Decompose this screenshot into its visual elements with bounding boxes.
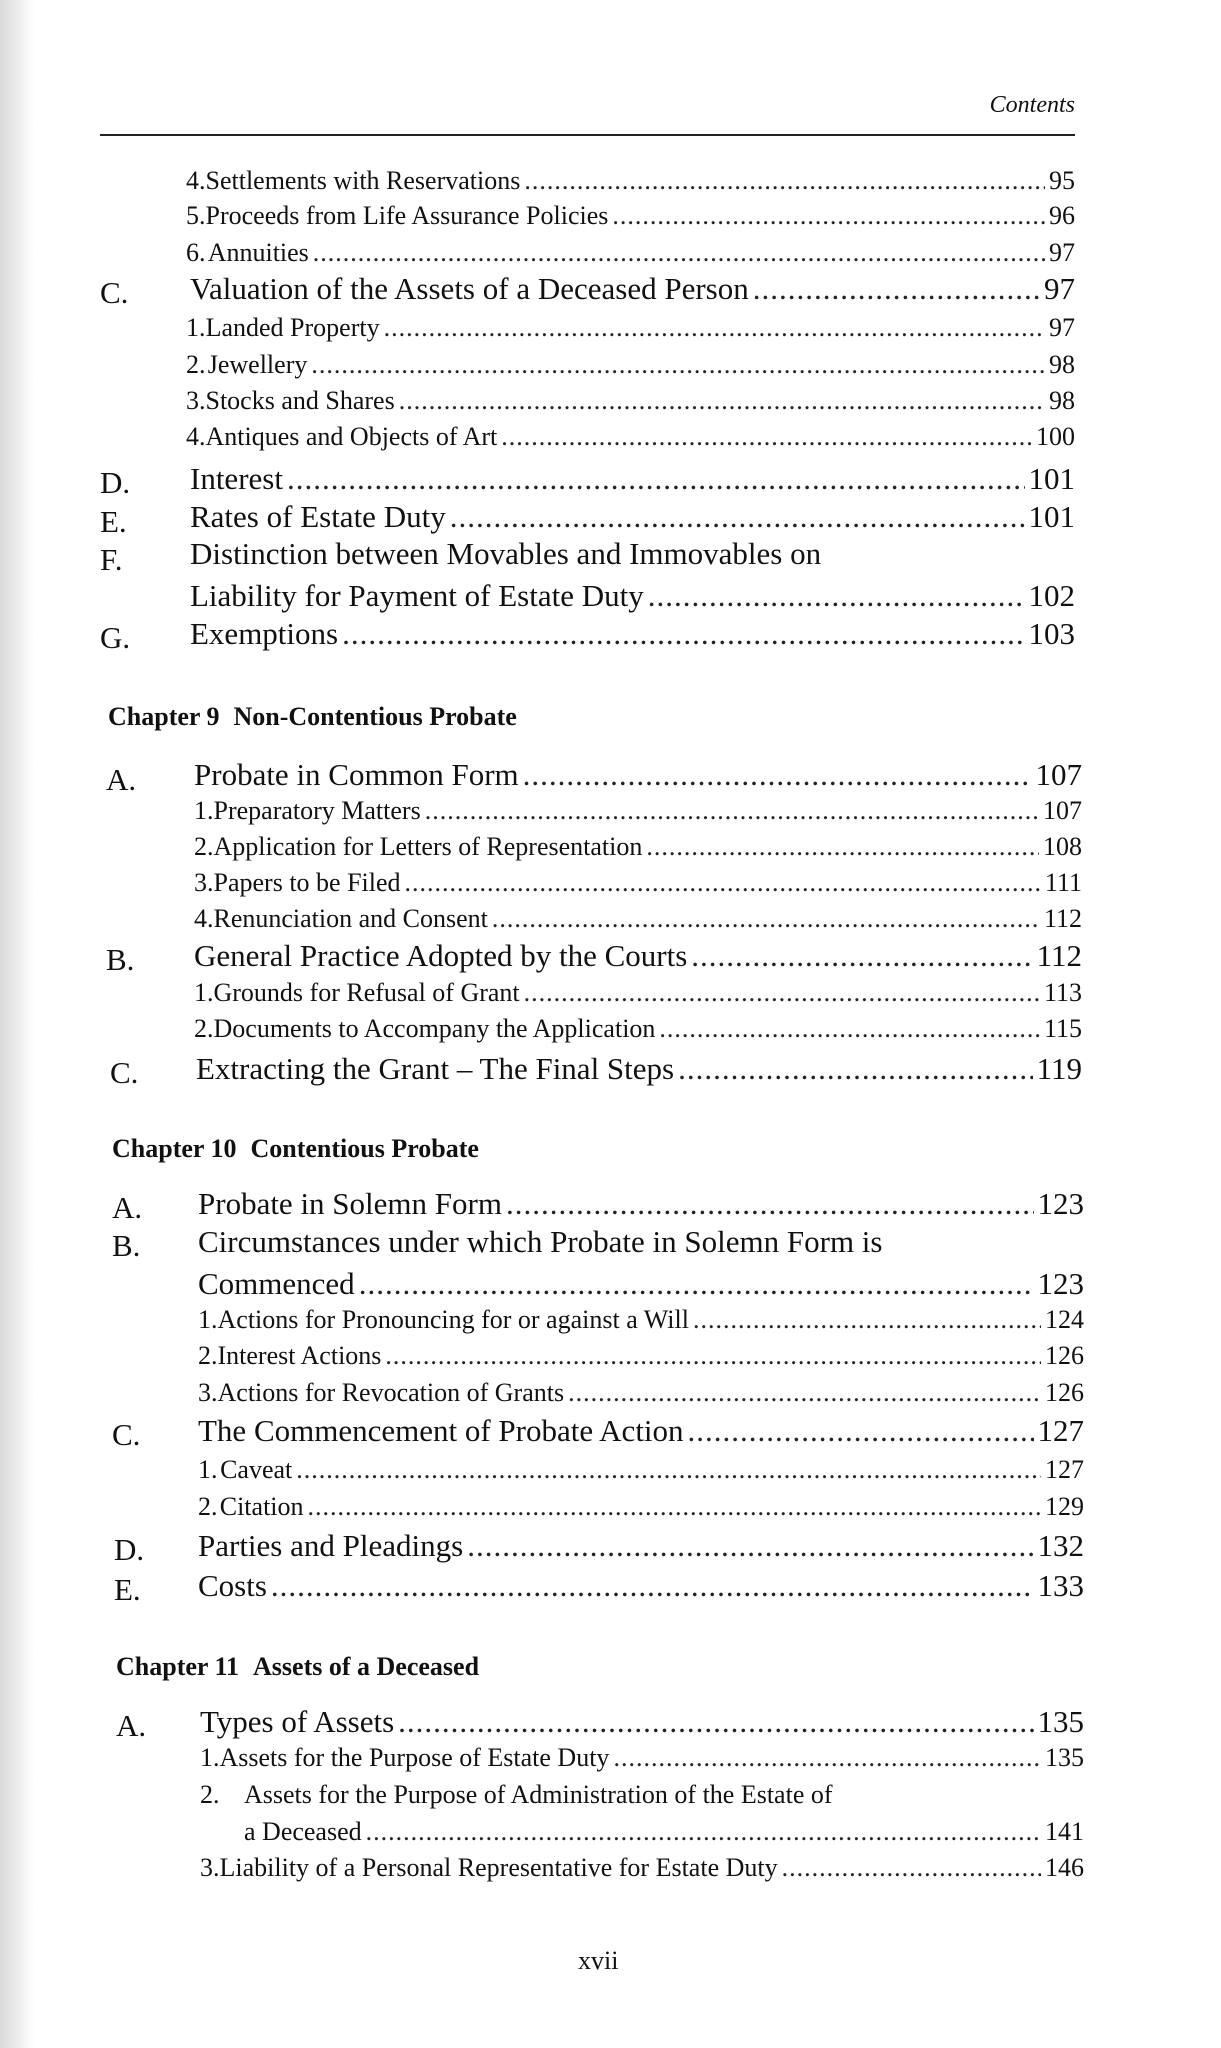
entry-title-line bbox=[200, 1780, 833, 1810]
entry-number: 4. bbox=[186, 422, 206, 451]
entry-page: 127 bbox=[1045, 1455, 1084, 1484]
dot-leader bbox=[523, 757, 1032, 793]
section-letter: A. bbox=[106, 762, 137, 797]
toc-entry bbox=[244, 1817, 1084, 1847]
section-title: Interest bbox=[190, 461, 283, 496]
section-page: 107 bbox=[1035, 757, 1082, 792]
entry-title: Actions for Pronouncing for or against a Will bbox=[217, 1305, 689, 1334]
dot-leader bbox=[385, 1341, 1041, 1371]
toc-section bbox=[200, 1704, 1084, 1740]
entry-page: 115 bbox=[1043, 1014, 1082, 1043]
section-page: 102 bbox=[1028, 578, 1075, 613]
entry-number: 3. bbox=[198, 1378, 218, 1407]
section-page: 101 bbox=[1028, 461, 1075, 496]
section-title-line: Distinction between Movables and Immovables on bbox=[190, 536, 822, 571]
section-title: Rates of Estate Duty bbox=[190, 499, 446, 534]
entry-title: Landed Property bbox=[205, 313, 380, 342]
entry-title: Annuities bbox=[207, 238, 309, 267]
section-letter: C. bbox=[100, 275, 129, 310]
entry-title: Application for Letters of Representation bbox=[213, 832, 643, 861]
entry-number: 2. bbox=[200, 1780, 220, 1809]
entry-number: 1. bbox=[194, 796, 214, 825]
toc-entry bbox=[200, 1853, 1084, 1883]
toc-section bbox=[194, 938, 1082, 974]
dot-leader bbox=[613, 1743, 1041, 1773]
toc-section bbox=[190, 616, 1075, 652]
dot-leader bbox=[425, 796, 1039, 826]
toc-section bbox=[198, 1266, 1084, 1302]
section-title: General Practice Adopted by the Courts bbox=[194, 938, 688, 973]
entry-page: 141 bbox=[1045, 1817, 1084, 1846]
toc-section bbox=[198, 1568, 1084, 1604]
entry-number: 1. bbox=[198, 1305, 218, 1334]
dot-leader bbox=[501, 422, 1032, 452]
chapter-heading bbox=[108, 702, 517, 732]
entry-number: 2. bbox=[186, 350, 206, 379]
toc-entry bbox=[186, 422, 1075, 452]
section-title: Exemptions bbox=[190, 616, 339, 651]
entry-page: 135 bbox=[1045, 1743, 1084, 1772]
toc-entry bbox=[194, 796, 1082, 826]
dot-leader bbox=[659, 1014, 1040, 1044]
entry-page: 108 bbox=[1043, 832, 1082, 861]
entry-page: 113 bbox=[1043, 978, 1082, 1007]
entry-number: 1. bbox=[194, 978, 214, 1007]
section-title: Probate in Solemn Form bbox=[198, 1186, 502, 1221]
toc-entry bbox=[194, 1014, 1082, 1044]
toc-entry bbox=[198, 1305, 1084, 1335]
section-title: The Commencement of Probate Action bbox=[198, 1413, 684, 1448]
entry-title: Grounds for Refusal of Grant bbox=[213, 978, 520, 1007]
section-letter: A. bbox=[116, 1708, 147, 1743]
entry-number: 2. bbox=[198, 1492, 218, 1521]
dot-leader bbox=[271, 1568, 1034, 1604]
entry-title: Interest Actions bbox=[217, 1341, 382, 1370]
toc-entry bbox=[186, 350, 1075, 380]
section-letter: B. bbox=[106, 942, 135, 977]
entry-title: Stocks and Shares bbox=[205, 386, 395, 415]
toc-entry bbox=[194, 832, 1082, 862]
entry-title: Liability of a Personal Representative for Estate Duty bbox=[219, 1853, 778, 1882]
entry-page: 98 bbox=[1049, 350, 1075, 379]
dot-leader bbox=[296, 1455, 1041, 1485]
section-title: Valuation of the Assets of a Deceased Person bbox=[190, 271, 749, 306]
toc-section bbox=[198, 1528, 1084, 1564]
entry-number: 3. bbox=[186, 386, 206, 415]
entry-page: 97 bbox=[1049, 313, 1075, 342]
chapter-number: Chapter 11 bbox=[116, 1652, 240, 1681]
section-page: 119 bbox=[1036, 1051, 1082, 1086]
dot-leader bbox=[753, 271, 1040, 307]
toc-entry bbox=[186, 166, 1075, 196]
section-title: Probate in Common Form bbox=[194, 757, 519, 792]
section-page: 133 bbox=[1037, 1568, 1084, 1603]
dot-leader bbox=[313, 238, 1045, 268]
entry-title: Assets for the Purpose of Estate Duty bbox=[219, 1743, 610, 1772]
entry-page: 96 bbox=[1049, 201, 1075, 230]
entry-page: 124 bbox=[1045, 1305, 1084, 1334]
entry-number: 2. bbox=[194, 1014, 214, 1043]
entry-number: 1. bbox=[200, 1743, 220, 1772]
toc-section bbox=[190, 461, 1075, 497]
section-page: 123 bbox=[1037, 1186, 1084, 1221]
dot-leader bbox=[342, 616, 1024, 652]
dot-leader bbox=[384, 313, 1045, 343]
toc-entry bbox=[200, 1743, 1084, 1773]
section-letter: B. bbox=[112, 1228, 141, 1263]
running-head: Contents bbox=[989, 92, 1075, 118]
dot-leader bbox=[311, 350, 1045, 380]
entry-page: 112 bbox=[1043, 904, 1082, 933]
entry-title: Renunciation and Consent bbox=[213, 904, 488, 933]
entry-title: Jewellery bbox=[207, 350, 308, 379]
section-letter: A. bbox=[112, 1190, 143, 1225]
toc-entry bbox=[194, 868, 1082, 898]
dot-leader bbox=[678, 1051, 1033, 1087]
entry-number: 2. bbox=[198, 1341, 218, 1370]
section-page: 101 bbox=[1028, 499, 1075, 534]
section-title: Liability for Payment of Estate Duty bbox=[190, 578, 644, 613]
dot-leader bbox=[359, 1266, 1034, 1302]
toc-section bbox=[190, 578, 1075, 614]
dot-leader bbox=[648, 578, 1025, 614]
dot-leader bbox=[691, 938, 1032, 974]
dot-leader bbox=[782, 1853, 1041, 1883]
entry-page: 97 bbox=[1049, 238, 1075, 267]
section-letter: E. bbox=[114, 1572, 141, 1607]
dot-leader bbox=[398, 1704, 1033, 1740]
dot-leader bbox=[612, 201, 1045, 231]
toc-section bbox=[196, 1051, 1082, 1087]
entry-page: 126 bbox=[1045, 1341, 1084, 1370]
toc-entry bbox=[186, 201, 1075, 231]
section-page: 127 bbox=[1037, 1413, 1084, 1448]
section-title: Extracting the Grant – The Final Steps bbox=[196, 1051, 675, 1086]
section-page: 112 bbox=[1036, 938, 1082, 973]
toc-section bbox=[190, 499, 1075, 535]
entry-number: 4. bbox=[194, 904, 214, 933]
section-title: Types of Assets bbox=[200, 1704, 395, 1739]
entry-page: 98 bbox=[1049, 386, 1075, 415]
dot-leader bbox=[568, 1378, 1041, 1408]
toc-entry bbox=[186, 238, 1075, 268]
dot-leader bbox=[646, 832, 1039, 862]
entry-page: 95 bbox=[1049, 166, 1075, 195]
toc-entry bbox=[186, 313, 1075, 343]
entry-title: Citation bbox=[219, 1492, 304, 1521]
section-letter: C. bbox=[112, 1417, 141, 1452]
dot-leader bbox=[366, 1817, 1041, 1847]
chapter-heading bbox=[116, 1652, 479, 1682]
entry-title: a Deceased bbox=[244, 1817, 362, 1846]
entry-title: Documents to Accompany the Application bbox=[213, 1014, 656, 1043]
toc-section bbox=[198, 1413, 1084, 1449]
entry-title: Assets for the Purpose of Administration of the Estate of bbox=[244, 1780, 833, 1809]
dot-leader bbox=[524, 978, 1040, 1008]
section-page: 97 bbox=[1044, 271, 1075, 306]
dot-leader bbox=[506, 1186, 1034, 1222]
section-title: Parties and Pleadings bbox=[198, 1528, 464, 1563]
entry-title: Papers to be Filed bbox=[213, 868, 401, 897]
entry-page: 107 bbox=[1043, 796, 1082, 825]
entry-number: 6. bbox=[186, 238, 206, 267]
section-letter: D. bbox=[114, 1532, 145, 1567]
entry-title: Preparatory Matters bbox=[213, 796, 421, 825]
entry-page: 126 bbox=[1045, 1378, 1084, 1407]
dot-leader bbox=[693, 1305, 1041, 1335]
section-title-line: Circumstances under which Probate in Solemn Form is bbox=[198, 1224, 883, 1259]
toc-section bbox=[190, 271, 1075, 307]
entry-title: Actions for Revocation of Grants bbox=[217, 1378, 565, 1407]
toc-entry bbox=[198, 1341, 1084, 1371]
dot-leader bbox=[524, 166, 1045, 196]
entry-number: 1. bbox=[186, 313, 206, 342]
section-title: Commenced bbox=[198, 1266, 355, 1301]
entry-title: Antiques and Objects of Art bbox=[205, 422, 498, 451]
section-title: Costs bbox=[198, 1568, 267, 1603]
chapter-heading bbox=[112, 1134, 479, 1164]
toc-section bbox=[194, 757, 1082, 793]
chapter-title: Contentious Probate bbox=[250, 1134, 479, 1163]
entry-title: Proceeds from Life Assurance Policies bbox=[205, 201, 609, 230]
chapter-number: Chapter 10 bbox=[112, 1134, 237, 1163]
entry-page: 146 bbox=[1045, 1853, 1084, 1882]
entry-title: Caveat bbox=[220, 1455, 293, 1484]
chapter-title: Assets of a Deceased bbox=[253, 1652, 480, 1681]
section-page: 135 bbox=[1037, 1704, 1084, 1739]
dot-leader bbox=[467, 1528, 1033, 1564]
dot-leader bbox=[688, 1413, 1034, 1449]
section-letter: C. bbox=[110, 1055, 139, 1090]
dot-leader bbox=[399, 386, 1045, 416]
section-letter: E. bbox=[100, 504, 127, 539]
chapter-title: Non-Contentious Probate bbox=[233, 702, 517, 731]
entry-number: 1. bbox=[198, 1455, 218, 1484]
section-page: 103 bbox=[1028, 616, 1075, 651]
dot-leader bbox=[450, 499, 1025, 535]
toc-entry bbox=[194, 904, 1082, 934]
entry-number: 2. bbox=[194, 832, 214, 861]
chapter-number: Chapter 9 bbox=[108, 702, 220, 731]
toc-entry bbox=[186, 386, 1075, 416]
entry-title: Settlements with Reservations bbox=[205, 166, 521, 195]
section-page: 132 bbox=[1037, 1528, 1084, 1563]
toc-entry bbox=[198, 1455, 1084, 1485]
section-letter: G. bbox=[100, 620, 131, 655]
section-page: 123 bbox=[1037, 1266, 1084, 1301]
entry-page: 129 bbox=[1045, 1492, 1084, 1521]
toc-entry bbox=[198, 1492, 1084, 1522]
entry-number: 5. bbox=[186, 201, 206, 230]
entry-number: 4. bbox=[186, 166, 206, 195]
entry-number: 3. bbox=[200, 1853, 220, 1882]
section-letter: F. bbox=[100, 542, 123, 577]
dot-leader bbox=[405, 868, 1041, 898]
entry-number: 3. bbox=[194, 868, 214, 897]
toc-entry bbox=[194, 978, 1082, 1008]
page-number: xvii bbox=[578, 1946, 619, 1975]
entry-page: 111 bbox=[1044, 868, 1082, 897]
dot-leader bbox=[308, 1492, 1041, 1522]
toc-section bbox=[198, 1186, 1084, 1222]
section-letter: D. bbox=[100, 465, 131, 500]
entry-page: 100 bbox=[1036, 422, 1075, 451]
dot-leader bbox=[492, 904, 1040, 934]
dot-leader bbox=[287, 461, 1025, 497]
toc-entry bbox=[198, 1378, 1084, 1408]
